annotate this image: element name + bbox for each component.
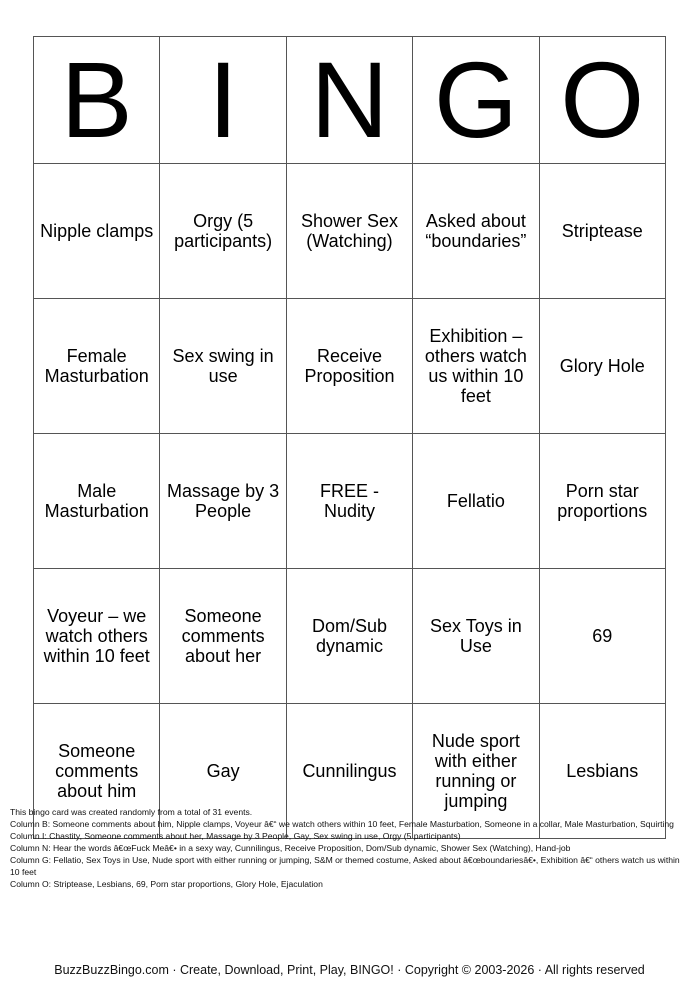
bingo-cell: Glory Hole	[539, 299, 665, 434]
bingo-cell: Sex Toys in Use	[413, 569, 539, 704]
bingo-row	[34, 569, 666, 704]
bingo-cell: Exhibition – others watch us within 10 feet	[413, 299, 539, 434]
header-letter-o: O	[539, 37, 665, 164]
bingo-row	[34, 164, 666, 299]
bingo-cell: Nude sport with either running or jumping	[413, 704, 539, 839]
bingo-cell: Porn star proportions	[539, 434, 665, 569]
notes-column-b: Column B: Someone comments about him, Nipple clamps, Voyeur â€“ we watch others within 10 feet, Female Masturbation, Someone in a collar, Male Masturbation, Squirting	[10, 819, 674, 829]
bingo-cell: Someone comments about her	[160, 569, 286, 704]
bingo-cell: Male Masturbation	[34, 434, 160, 569]
notes-column-g: Column G: Fellatio, Sex Toys in Use, Nude sport with either running or jumping, S&M or themed costume, Asked about â€œboundariesâ€•, Exhibition â€“ others watch us within 10 feet	[10, 855, 680, 877]
bingo-cell: Massage by 3 People	[160, 434, 286, 569]
notes-intro: This bingo card was created randomly from a total of 31 events.	[10, 807, 253, 817]
bingo-row	[34, 299, 666, 434]
bingo-cell: Someone comments about him	[34, 704, 160, 839]
bingo-free-cell: FREE - Nudity	[286, 434, 412, 569]
bingo-cell: Lesbians	[539, 704, 665, 839]
bingo-cell: Nipple clamps	[34, 164, 160, 299]
bingo-cell: Fellatio	[413, 434, 539, 569]
notes-column-i: Column I: Chastity, Someone comments about her, Massage by 3 People, Gay, Sex swing in use, Orgy (5 participants)	[10, 831, 461, 841]
bingo-cell: Cunnilingus	[286, 704, 412, 839]
bingo-cell: Female Masturbation	[34, 299, 160, 434]
bingo-cell: Dom/Sub dynamic	[286, 569, 412, 704]
bingo-cell: Sex swing in use	[160, 299, 286, 434]
bingo-cell: Striptease	[539, 164, 665, 299]
header-letter-n: N	[286, 37, 412, 164]
notes-column-o: Column O: Striptease, Lesbians, 69, Porn star proportions, Glory Hole, Ejaculation	[10, 879, 323, 889]
card-notes	[10, 806, 690, 890]
header-letter-i: I	[160, 37, 286, 164]
header-letter-g: G	[413, 37, 539, 164]
bingo-cell: Receive Proposition	[286, 299, 412, 434]
header-letter-b: B	[34, 37, 160, 164]
bingo-cell: Shower Sex (Watching)	[286, 164, 412, 299]
bingo-row	[34, 434, 666, 569]
notes-column-n: Column N: Hear the words â€œFuck Meâ€• in a sexy way, Cunnilingus, Receive Proposition, Dom/Sub dynamic, Shower Sex (Watching), Hand-job	[10, 843, 571, 853]
bingo-cell: Asked about “boundaries”	[413, 164, 539, 299]
page-footer: BuzzBuzzBingo.com · Create, Download, Print, Play, BINGO! · Copyright © 2003-2026 · All rights reserved	[54, 963, 645, 977]
bingo-card	[33, 36, 666, 839]
bingo-header-row	[34, 37, 666, 164]
bingo-cell: 69	[539, 569, 665, 704]
bingo-cell: Gay	[160, 704, 286, 839]
bingo-cell: Orgy (5 participants)	[160, 164, 286, 299]
bingo-cell: Voyeur – we watch others within 10 feet	[34, 569, 160, 704]
